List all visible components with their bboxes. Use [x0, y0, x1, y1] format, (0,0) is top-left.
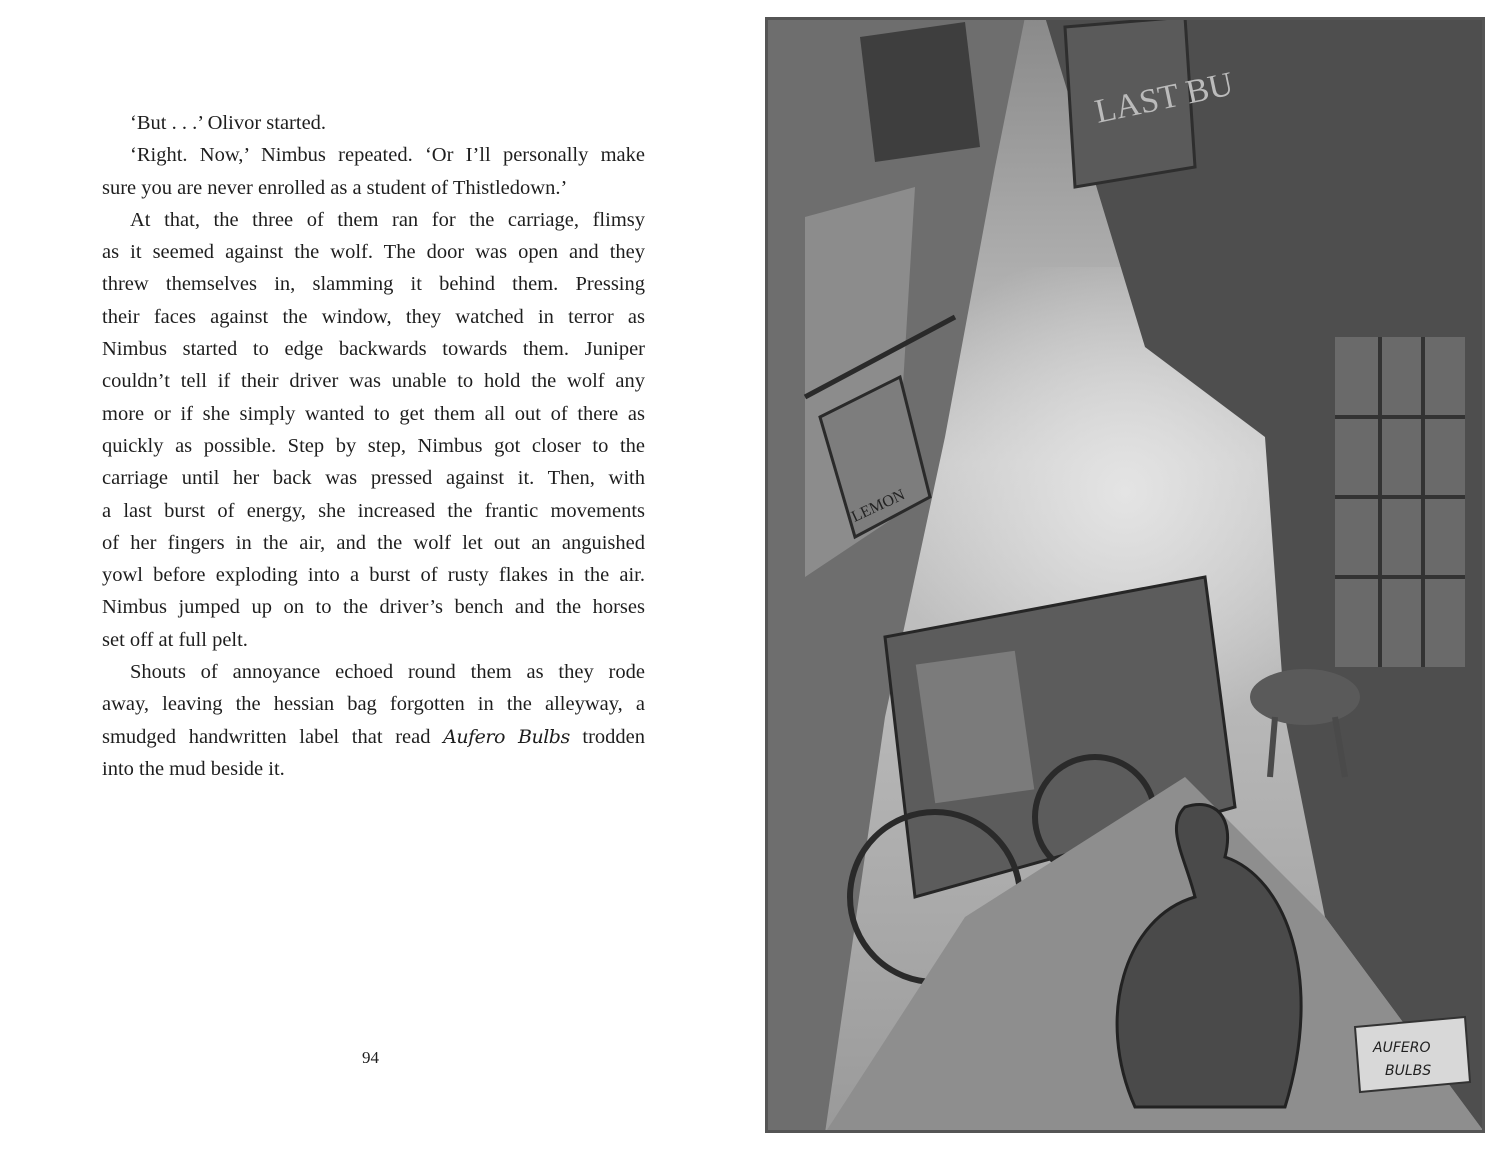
- svg-text:BULBS: BULBS: [1385, 1063, 1432, 1079]
- svg-text:LAST BU: LAST BU: [1091, 65, 1237, 131]
- text-segment: of her fingers in the air, and the wolf let out an anguished: [102, 531, 645, 554]
- page-number: 94: [362, 1048, 379, 1067]
- text-segment: smudged handwritten label that read: [102, 725, 444, 748]
- text-line: [102, 624, 645, 656]
- text-line: [102, 430, 645, 462]
- text-line: [102, 236, 645, 268]
- text-segment: their faces against the window, they watched in terror as: [102, 305, 645, 328]
- text-segment: quickly as possible. Step by step, Nimbus got closer to the: [102, 434, 645, 457]
- text-segment: set off at full pelt.: [102, 628, 248, 651]
- text-segment: At that, the three of them ran for the carriage, flimsy: [130, 208, 645, 231]
- text-line: [102, 656, 645, 688]
- bag-label: [1355, 1017, 1470, 1092]
- svg-text:LEMON: LEMON: [848, 486, 908, 526]
- text-segment: carriage until her back was pressed against it. Then, with: [102, 467, 645, 490]
- text-segment: away, leaving the hessian bag forgotten in the alleyway, a: [102, 693, 645, 716]
- text-page: [102, 107, 645, 785]
- text-segment: yowl before exploding into a burst of rusty flakes in the air.: [102, 564, 645, 587]
- hanging-sign-top: [860, 22, 980, 162]
- text-line: [102, 301, 645, 333]
- text-line: [102, 365, 645, 397]
- text-line: [102, 172, 645, 204]
- text-segment: sure you are never enrolled as a student of Thistledown.’: [102, 176, 568, 199]
- text-segment: Nimbus started to edge backwards towards them. Juniper: [102, 338, 645, 361]
- text-segment: into the mud beside it.: [102, 757, 285, 780]
- text-line: [102, 398, 645, 430]
- svg-text:AUFERO: AUFERO: [1373, 1040, 1431, 1056]
- text-line: [102, 527, 645, 559]
- text-line: [102, 333, 645, 365]
- handwritten-label-text: Aufero Bulbs: [443, 725, 570, 748]
- text-line: [102, 462, 645, 494]
- text-segment: Shouts of annoyance echoed round them as they rode: [130, 661, 645, 684]
- text-segment: more or if she simply wanted to get them all out of there as: [102, 402, 645, 425]
- illustration: [765, 17, 1485, 1133]
- text-line: [102, 107, 645, 139]
- text-line: [102, 204, 645, 236]
- text-line: [102, 139, 645, 171]
- text-line: [102, 268, 645, 300]
- text-segment: couldn’t tell if their driver was unable to hold the wolf any: [102, 370, 645, 393]
- text-segment: trodden: [569, 725, 646, 748]
- text-segment: Nimbus jumped up on to the driver’s bench and the horses: [102, 596, 645, 619]
- text-line: [102, 721, 645, 753]
- text-segment: threw themselves in, slamming it behind them. Pressing: [102, 273, 645, 296]
- text-line: [102, 559, 645, 591]
- text-segment: ‘Right. Now,’ Nimbus repeated. ‘Or I’ll personally make: [130, 144, 645, 167]
- text-segment: as it seemed against the wolf. The door was open and they: [102, 241, 645, 264]
- text-line: [102, 753, 645, 785]
- text-line: [102, 591, 645, 623]
- text-segment: a last burst of energy, she increased the frantic movements: [102, 499, 645, 522]
- text-line: [102, 495, 645, 527]
- text-line: [102, 688, 645, 720]
- text-segment: ‘But . . .’ Olivor started.: [130, 112, 327, 134]
